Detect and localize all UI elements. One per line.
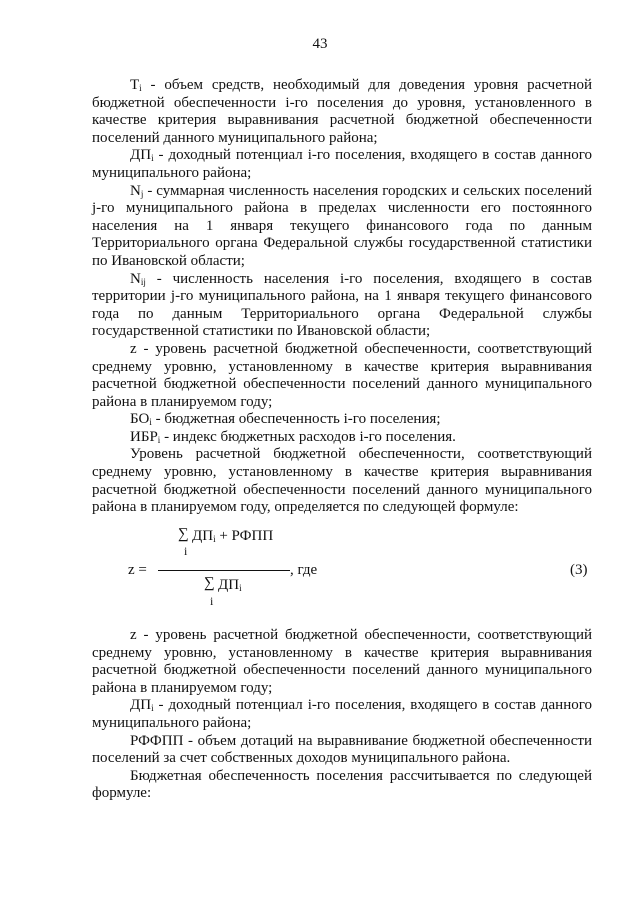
paragraph — [92, 627, 592, 697]
paragraph-text: - численность населения i-го поселения, входящего в состав территории j-го муниципального района, на 1 января текущего финансового года по данным Территориального органа Федеральной службы государственной статистики по Ивановской области; — [92, 270, 592, 340]
paragraph-text: БО — [130, 411, 150, 428]
paragraph — [92, 411, 592, 429]
paragraph — [92, 697, 592, 732]
paragraph — [92, 733, 592, 768]
definitions-before-formula — [92, 77, 592, 517]
paragraph — [92, 77, 592, 147]
formula-lhs: z = — [128, 562, 147, 578]
paragraph-text: N — [130, 270, 141, 287]
paragraph-text: - бюджетная обеспеченность i-го поселения; — [151, 411, 441, 428]
paragraph-text: - суммарная численность населения городских и сельских поселений j-го муниципального района в пределах численности его постоянного населения на 1 января текущего финансового года по данным Территориального органа Федеральной службы государственной статистики по Ивановской области; — [92, 182, 592, 269]
formula-3 — [0, 520, 640, 640]
formula-denominator-index: i — [210, 594, 214, 608]
paragraph-text: Бюджетная обеспеченность поселения рассчитывается по следующей формуле: — [92, 767, 592, 802]
paragraph-text: РФФПП - объем дотаций на выравнивание бюджетной обеспеченности поселений за счет собственных доходов муниципального района. — [92, 732, 592, 767]
formula-denominator-sum: ∑ — [204, 575, 215, 591]
page-number: 43 — [312, 36, 328, 52]
paragraph — [92, 429, 592, 447]
subscript: i — [157, 434, 161, 445]
subscript: j — [140, 188, 144, 199]
subscript: ij — [140, 276, 146, 287]
fraction-bar — [158, 570, 290, 571]
paragraph-text: Уровень расчетной бюджетной обеспеченности, соответствующий среднему уровню, установленному в качестве критерия выравнивания расчетной бюджетной обеспеченности поселений данного муниципального района в планируемом году, определяется по следующей формуле: — [92, 446, 592, 516]
formula-suffix: , где — [290, 562, 318, 578]
paragraph-text: - индекс бюджетных расходов i-го поселения. — [160, 428, 456, 445]
paragraph — [92, 183, 592, 271]
formula-number: (3) — [570, 562, 588, 578]
formula-numerator: $ДП_i$ + РФПП — [192, 528, 274, 544]
formula-numerator-index: i — [184, 544, 188, 558]
paragraph — [92, 341, 592, 411]
paragraph — [92, 446, 592, 516]
paragraph — [92, 271, 592, 341]
paragraph-text: ДП — [130, 147, 152, 164]
paragraph-text: T — [130, 77, 140, 93]
subscript: i — [151, 703, 154, 714]
paragraph-text: ДП — [130, 697, 152, 714]
subscript: i — [139, 83, 142, 93]
paragraph-text: ИБР — [130, 428, 158, 445]
formula-numerator-sum: ∑ — [178, 526, 189, 542]
definitions-after-formula — [92, 627, 592, 803]
paragraph-text: - доходный потенциал i-го поселения, входящего в состав данного муниципального района; — [92, 697, 592, 731]
subscript: i — [151, 153, 154, 164]
formula-denominator: $ДП_i$ — [218, 577, 242, 593]
subscript: i — [149, 417, 152, 428]
paragraph — [92, 147, 592, 182]
paragraph-text: - доходный потенциал i-го поселения, входящего в состав данного муниципального района; — [92, 147, 592, 181]
paragraph-text: z - уровень расчетной бюджетной обеспеченности, соответствующий среднему уровню, установленному в качестве критерия выравнивания расчетной бюджетной обеспеченности поселений данного муниципального района в планируемом году; — [92, 627, 592, 696]
paragraph-text: - объем средств, необходимый для доведения уровня расчетной бюджетной обеспеченности i-го поселения до уровня, установленного в качестве критерия выравнивания расчетной бюджетной обеспеченности поселений данного муниципального района; — [92, 77, 592, 146]
paragraph — [92, 768, 592, 803]
paragraph-text: N — [130, 182, 141, 199]
paragraph-text: z - уровень расчетной бюджетной обеспеченности, соответствующий среднему уровню, установленному в качестве критерия выравнивания расчетной бюджетной обеспеченности поселений данного муниципального района в планируемом году; — [92, 340, 592, 410]
